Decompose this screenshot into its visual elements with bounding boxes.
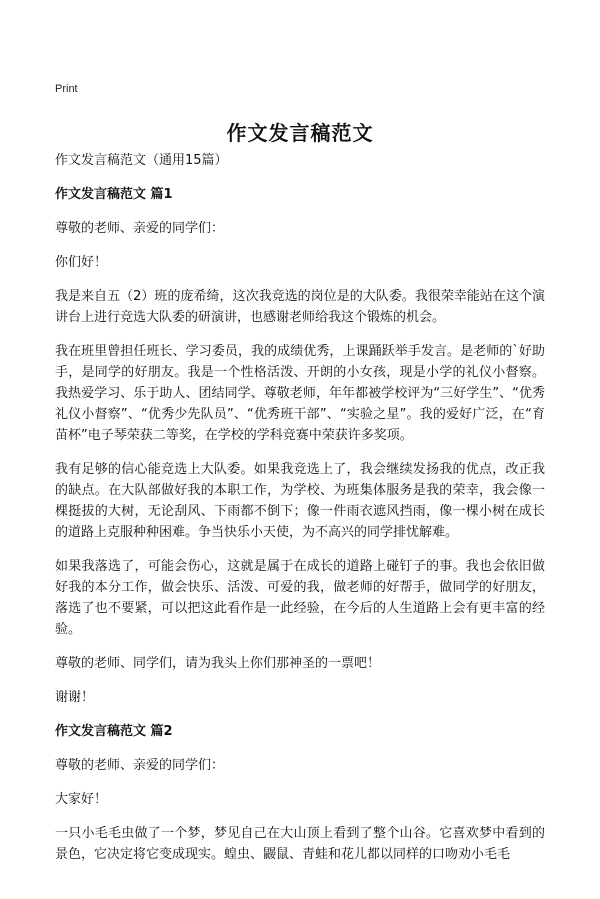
paragraph: 尊敬的老师、同学们，请为我头上你们那神圣的一票吧！ <box>55 656 381 671</box>
paragraph: 如果我落选了，可能会伤心，这就是属于在成长的道路上碰钉子的事。我也会依旧做好我的本分工作，做会快乐、活泼、可爱的我，做老师的好帮手，做同学的好朋友，落选了也不要紧，可以把这此看作是一此经验，在今后的人生道路上会有更丰富的经验。 <box>55 559 545 637</box>
section-2 <box>55 721 545 865</box>
section-heading: 作文发言稿范文 篇2 <box>55 724 173 739</box>
print-label[interactable]: Print <box>55 83 78 95</box>
paragraph: 我在班里曾担任班长、学习委员，我的成绩优秀，上课踊跃举手发言。是老师的`好助手，是同学的好朋友。我是一个性格活泼、开朗的小女孩，现是小学的礼仪小督察。我热爱学习、乐于助人、团结同学、尊敬老师，年年都被学校评为“三好学生”、“优秀礼仪小督察”、“优秀少先队员”、“优秀班干部”、“实验之星”。我的爱好广泛，在“育苗杯”电子琴荣获二等奖，在学校的学科竞赛中荣获许多奖项。 <box>55 344 545 443</box>
paragraph: 你们好！ <box>55 255 108 270</box>
paragraph: 大家好！ <box>55 792 108 807</box>
paragraph: 我有足够的信心能竞选上大队委。如果我竞选上了，我会继续发扬我的优点，改正我的缺点。在大队部做好我的本职工作，为学校、为班集体服务是我的荣幸，我会像一棵挺拔的大树，无论刮风、下雨都不倒下；像一件雨衣遮风挡雨，像一棵小树在成长的道路上克服种种困难。争当快乐小天使，为不高兴的同学排忧解难。 <box>55 462 545 540</box>
paragraph: 尊敬的老师、亲爱的同学们： <box>55 758 225 773</box>
section-1 <box>55 184 545 708</box>
paragraph: 尊敬的老师、亲爱的同学们： <box>55 221 225 236</box>
section-heading: 作文发言稿范文 篇1 <box>55 187 173 202</box>
article-content <box>55 150 545 878</box>
paragraph: 我是来自五（2）班的庞希绮，这次我竞选的岗位是的大队委。我很荣幸能站在这个演讲台上进行竞选大队委的研演讲，也感谢老师给我这个锻炼的机会。 <box>55 289 545 325</box>
page-title: 作文发言稿范文 <box>226 121 374 145</box>
paragraph: 一只小毛毛虫做了一个梦，梦见自己在大山顶上看到了整个山谷。它喜欢梦中看到的景色，它决定将它变成现实。蝗虫、鼹鼠、青蛙和花儿都以同样的口吻劝小毛毛 <box>55 826 545 862</box>
document-subtitle: 作文发言稿范文（通用15篇） <box>55 153 228 168</box>
paragraph: 谢谢！ <box>55 690 95 705</box>
